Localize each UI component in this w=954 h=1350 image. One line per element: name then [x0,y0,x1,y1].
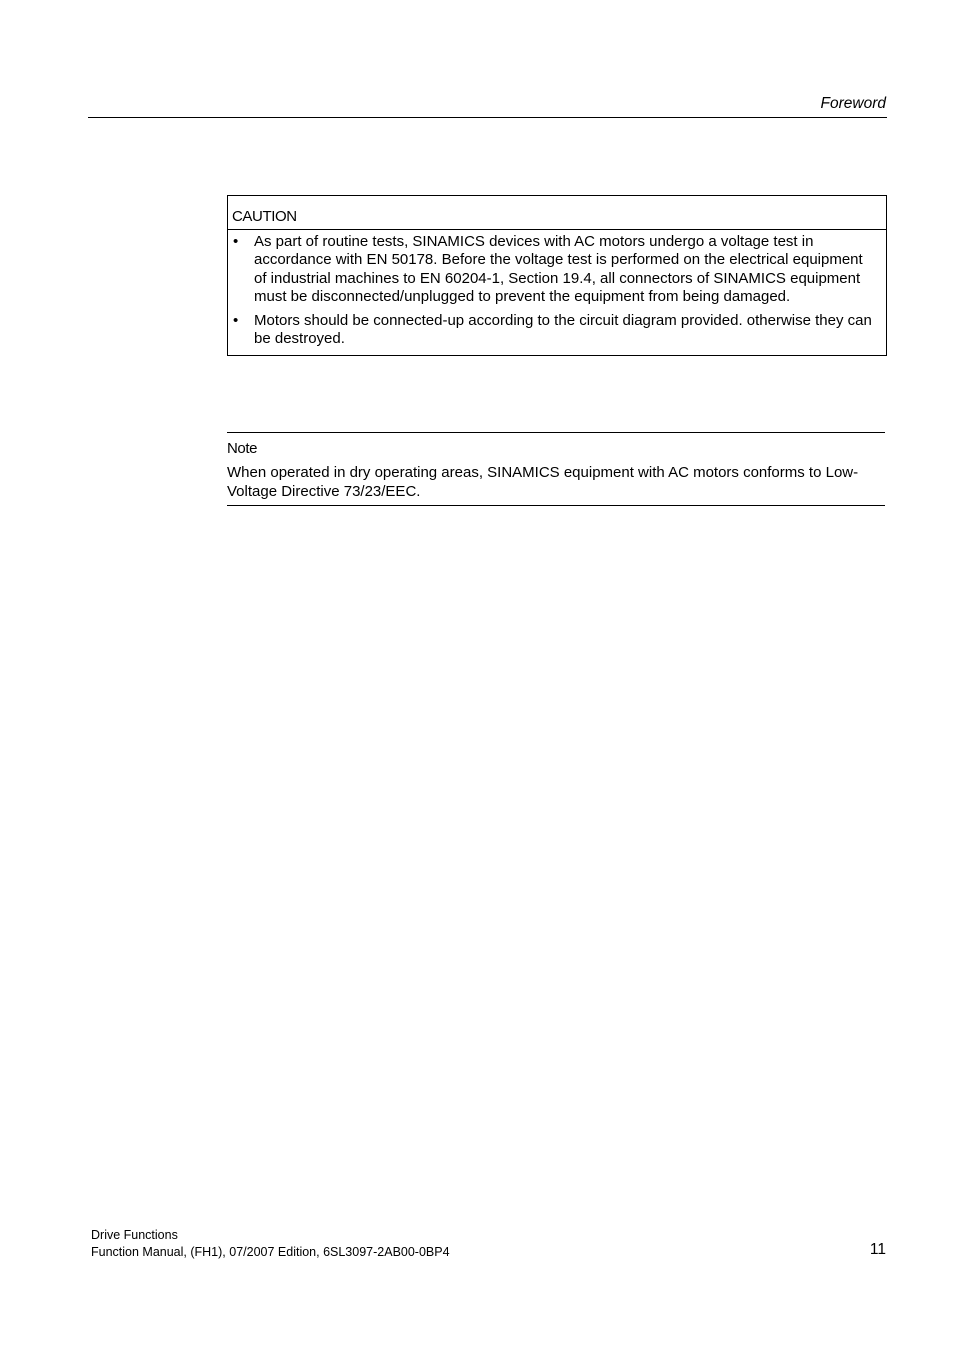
caution-item-text: Motors should be connected-up according to the circuit diagram provided. otherwise they can be destroyed. [254,311,872,348]
caution-box [227,195,887,356]
note-title: Note [227,440,258,457]
footer-document-title: Drive Functions [91,1228,178,1242]
bullet-icon: • [233,233,239,250]
caution-item [228,312,878,349]
page-number: 11 [869,1241,886,1258]
header-divider [88,117,887,118]
page-footer [91,1227,450,1261]
caution-list [228,230,886,355]
caution-title: CAUTION [228,196,886,230]
section-title: Foreword [820,95,886,112]
caution-item [228,233,878,307]
note-block [227,432,885,506]
caution-item-text: As part of routine tests, SINAMICS devices with AC motors undergo a voltage test in accordance with EN 50178. Before the voltage test is performed on the electrical equipment of industrial machines to EN 60204-1, Section 19.4, all connectors of SINAMICS equipment must be disconnected/unplugged to prevent the equipment from being damaged. [254,233,863,306]
note-text: When operated in dry operating areas, SINAMICS equipment with AC motors conforms to Low-Voltage Directive 73/23/EEC. [227,464,859,500]
footer-document-info: Function Manual, (FH1), 07/2007 Edition, 6SL3097-2AB00-0BP4 [91,1245,450,1259]
bullet-icon: • [233,311,239,329]
